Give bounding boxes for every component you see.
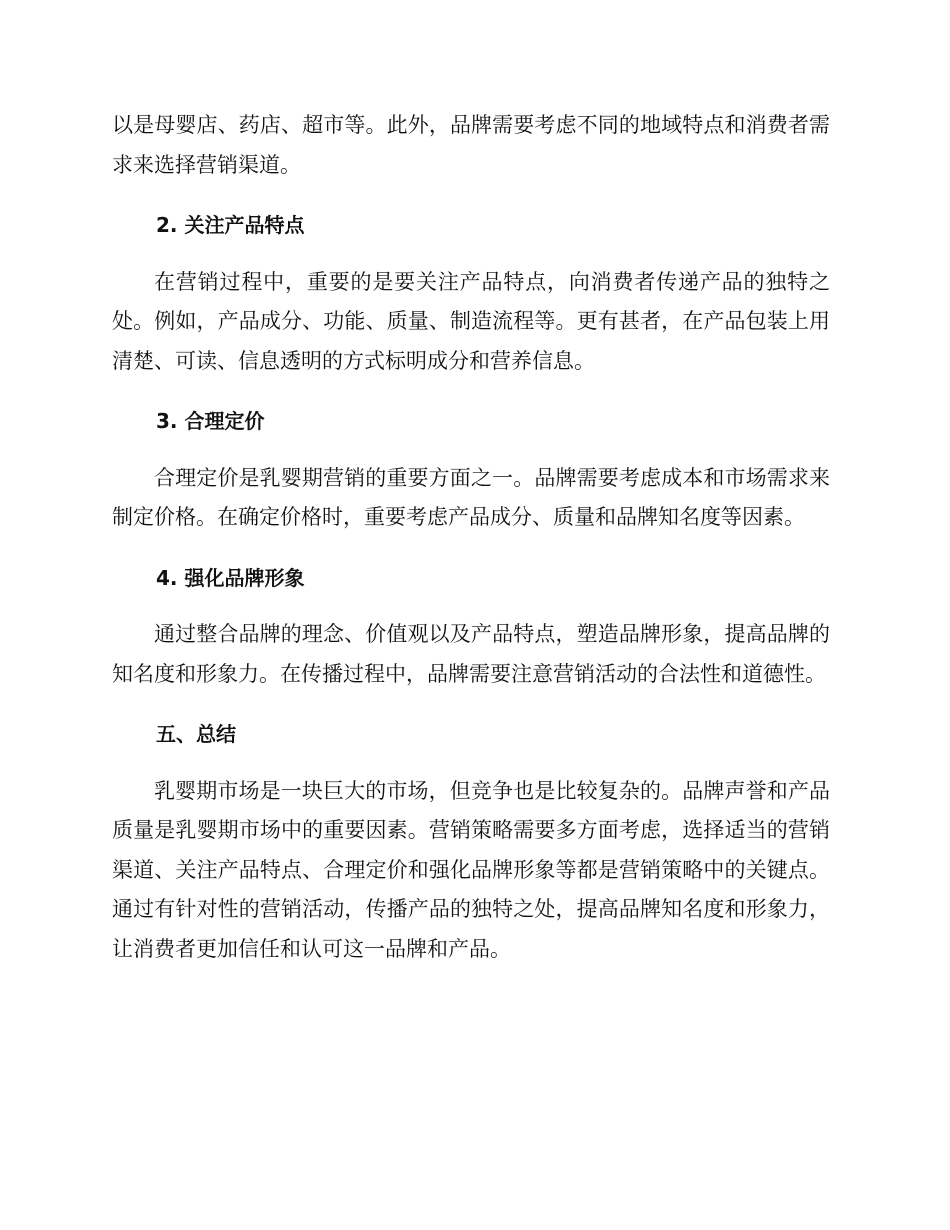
heading-summary: 五、总结 [156, 722, 236, 746]
paragraph-product-features: 在营销过程中，重要的是要关注产品特点，向消费者传递产品的独特之处。例如，产品成分、功能、质量、制造流程等。更有甚者，在产品包装上用清楚、可读、信息透明的方式标明成分和营养信息。 [112, 269, 830, 373]
heading-reasonable-pricing: 3. 合理定价 [156, 409, 265, 433]
paragraph-intro-continued: 以是母婴店、药店、超市等。此外，品牌需要考虑不同的地域特点和消费者需求来选择营销渠道。 [112, 113, 830, 177]
paragraph-pricing: 合理定价是乳婴期营销的重要方面之一。品牌需要考虑成本和市场需求来制定价格。在确定价格时，重要考虑产品成分、质量和品牌知名度等因素。 [112, 465, 830, 529]
heading-brand-image: 4. 强化品牌形象 [156, 565, 305, 590]
paragraph-summary: 乳婴期市场是一块巨大的市场，但竞争也是比较复杂的。品牌声誉和产品质量是乳婴期市场中的重要因素。营销策略需要多方面考虑，选择适当的营销渠道、关注产品特点、合理定价和强化品牌形象等都是营销策略中的关键点。通过有针对性的营销活动，传播产品的独特之处，提高品牌知名度和形象力，让消费者更加信任和认可这一品牌和产品。 [112, 778, 830, 961]
document-page [112, 106, 830, 990]
paragraph-brand-image: 通过整合品牌的理念、价值观以及产品特点，塑造品牌形象，提高品牌的知名度和形象力。在传播过程中，品牌需要注意营销活动的合法性和道德性。 [112, 622, 830, 686]
heading-focus-product-features: 2. 关注产品特点 [156, 213, 305, 237]
